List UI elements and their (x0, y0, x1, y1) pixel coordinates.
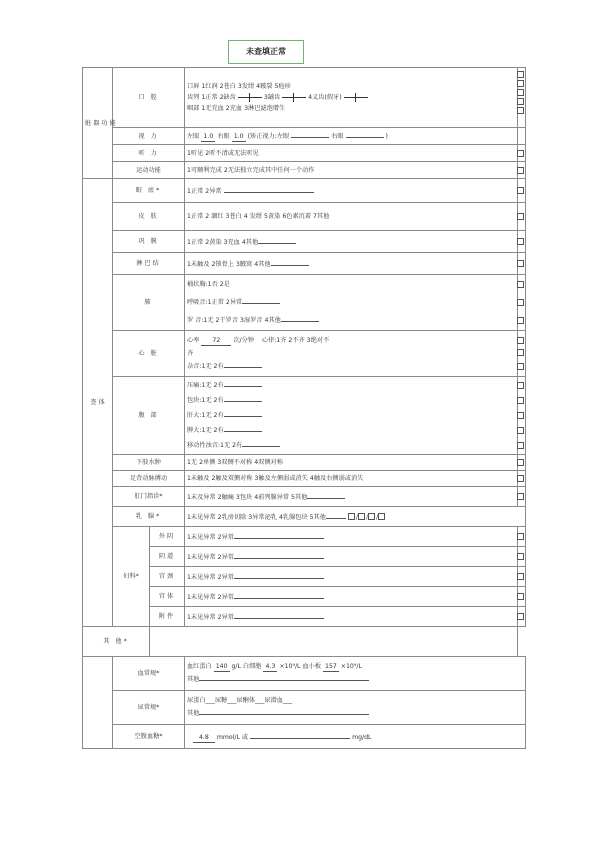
heart-options[interactable]: 心率 72 次/分钟 心律:1齐 2不齐 3绝对不 齐 杂音:1无 2有 (185, 331, 518, 377)
tooth-grid-icon (282, 93, 306, 102)
throat-row: 咽部 1无充血 2充血 3淋巴滤泡增生 (187, 105, 286, 112)
exam-form-table (82, 67, 526, 749)
edema-checkbox (517, 459, 524, 466)
urine-values[interactable]: 尿蛋白___尿糖___尿酮体___尿潜血___ 其他 (185, 691, 526, 725)
gyn-options[interactable]: 1未见异常 2异常 (185, 527, 518, 547)
mouth-label: 口 腔 (113, 68, 185, 128)
blood-label: 血常规* (113, 657, 185, 691)
gyn-item: 宫体 (150, 587, 185, 607)
platelet-value: 157 (325, 663, 337, 670)
glucose-label: 空腹血糖* (113, 725, 185, 749)
blood-values[interactable]: 血红蛋白 140 g/L 白细胞 4.3 ×10⁹/L 血小板 157 ×10⁹/L 其他 (185, 657, 526, 691)
anal-label: 肛门指诊* (113, 487, 185, 507)
gyn-options[interactable]: 1未见异常 2异常 (185, 607, 518, 627)
other-label: 其 他* (83, 627, 150, 657)
gyn-options[interactable]: 1未见异常 2异常 (185, 587, 518, 607)
heart-rate-value: 72 (201, 337, 231, 346)
tooth-grid-icon (344, 93, 368, 102)
hemoglobin-value: 140 (215, 663, 228, 670)
lymph-options[interactable]: 1未触及 2锁骨上 3腋窝 4其他 (185, 253, 518, 275)
motor-checkbox (517, 167, 524, 174)
gyn-item: 外阴 (150, 527, 185, 547)
tooth-grid-icon (238, 93, 262, 102)
pulse-checkbox (517, 475, 524, 482)
motor-options: 1可顺利完成 2无法独立完成其中任何一个动作 (185, 162, 518, 179)
abdomen-options[interactable]: 压痛:1无 2有 包块:1无 2有 肝大:1无 2有 脾大:1无 2有 移动性浊音:1无 2有 (185, 377, 518, 455)
wbc-value: 4.3 (263, 663, 277, 672)
lung-label: 肺 (113, 275, 185, 331)
skin-label: 皮 肤 (113, 203, 185, 231)
gyn-item: 附件 (150, 607, 185, 627)
lung-options[interactable]: 桶状胸:1否 2是 呼吸音:1正常 2异常 罗 音:1无 2干罗音 3湿罗音 4其他 (185, 275, 518, 331)
sclera-checkbox (517, 238, 524, 245)
pulse-label: 足背动脉搏动 (113, 471, 185, 487)
sclera-options[interactable]: 1正常 2黄染 3充血 4其他 (185, 231, 518, 253)
gyn-options[interactable]: 1未见异常 2异常 (185, 547, 518, 567)
abdomen-label: 腹 部 (113, 377, 185, 455)
left-eye-value: 1.0 (201, 133, 215, 142)
skin-checkbox (517, 213, 524, 220)
anal-options[interactable]: 1未及异常 2触痛 3包块 4前列腺异常 5其他 (185, 487, 518, 507)
lymph-checkbox (517, 260, 524, 267)
edema-label: 下肢水肿 (113, 455, 185, 471)
hearing-checkbox (517, 150, 524, 157)
glucose-value: 4.8 (193, 734, 215, 743)
right-eye-value: 1.0 (232, 133, 246, 142)
other-field[interactable] (150, 627, 518, 657)
instruction-note: 未查填正常 (228, 40, 304, 64)
gyn-options[interactable]: 1未见异常 2异常 (185, 567, 518, 587)
fundus-label: 眼 底* (113, 179, 185, 203)
vision-label: 视 力 (113, 128, 185, 145)
fundus-checkbox (517, 187, 524, 194)
gyn-item: 阴道 (150, 547, 185, 567)
gyn-label: 妇科* (113, 527, 150, 627)
edema-options: 1无 2单侧 3双侧不对称 4双侧对称 (185, 455, 518, 471)
anal-checkbox (517, 493, 524, 500)
hearing-options: 1听见 2听不清或无法听见 (185, 145, 518, 162)
breast-label: 乳 腺* (113, 507, 185, 527)
section-lab (83, 657, 113, 749)
hearing-label: 听 力 (113, 145, 185, 162)
lymph-label: 淋巴结 (113, 253, 185, 275)
urine-label: 尿常规* (113, 691, 185, 725)
teeth-row: 齿列 1正常 2缺齿 3龋齿 4义齿(假牙) (187, 92, 515, 103)
vision-values[interactable]: 左眼 1.0 右眼 1.0 (矫正视力:左眼 右眼 ) (185, 128, 518, 145)
glucose-values[interactable]: 4.8 mmol/L 或 mg/dL (185, 725, 526, 749)
skin-options: 1正常 2 潮红 3苍白 4 发绀 5黄染 6色素沉着 7其他 (185, 203, 518, 231)
gyn-item: 宫颈 (150, 567, 185, 587)
section-physical-exam: 查 体 (83, 179, 113, 627)
lips-row: 口唇 1红润 2苍白 3发绀 4皲裂 5疱疹 (187, 83, 291, 90)
pulse-options: 1未触及 2触及双侧对称 3触及左侧弱或消失 4触及右侧弱或消失 (185, 471, 518, 487)
mouth-options[interactable] (185, 68, 518, 128)
fundus-options[interactable]: 1正常 2异常 (185, 179, 518, 203)
heart-label: 心 脏 (113, 331, 185, 377)
sclera-label: 巩 膜 (113, 231, 185, 253)
mouth-checkboxes[interactable] (518, 68, 526, 128)
breast-options[interactable]: 1未见异常 2乳房切除 3异常泌乳 4乳腺包块 5其他 / / / (185, 507, 526, 527)
motor-label: 运动功能 (113, 162, 185, 179)
section-organ-function: 脏 器 功 能 (83, 68, 113, 179)
